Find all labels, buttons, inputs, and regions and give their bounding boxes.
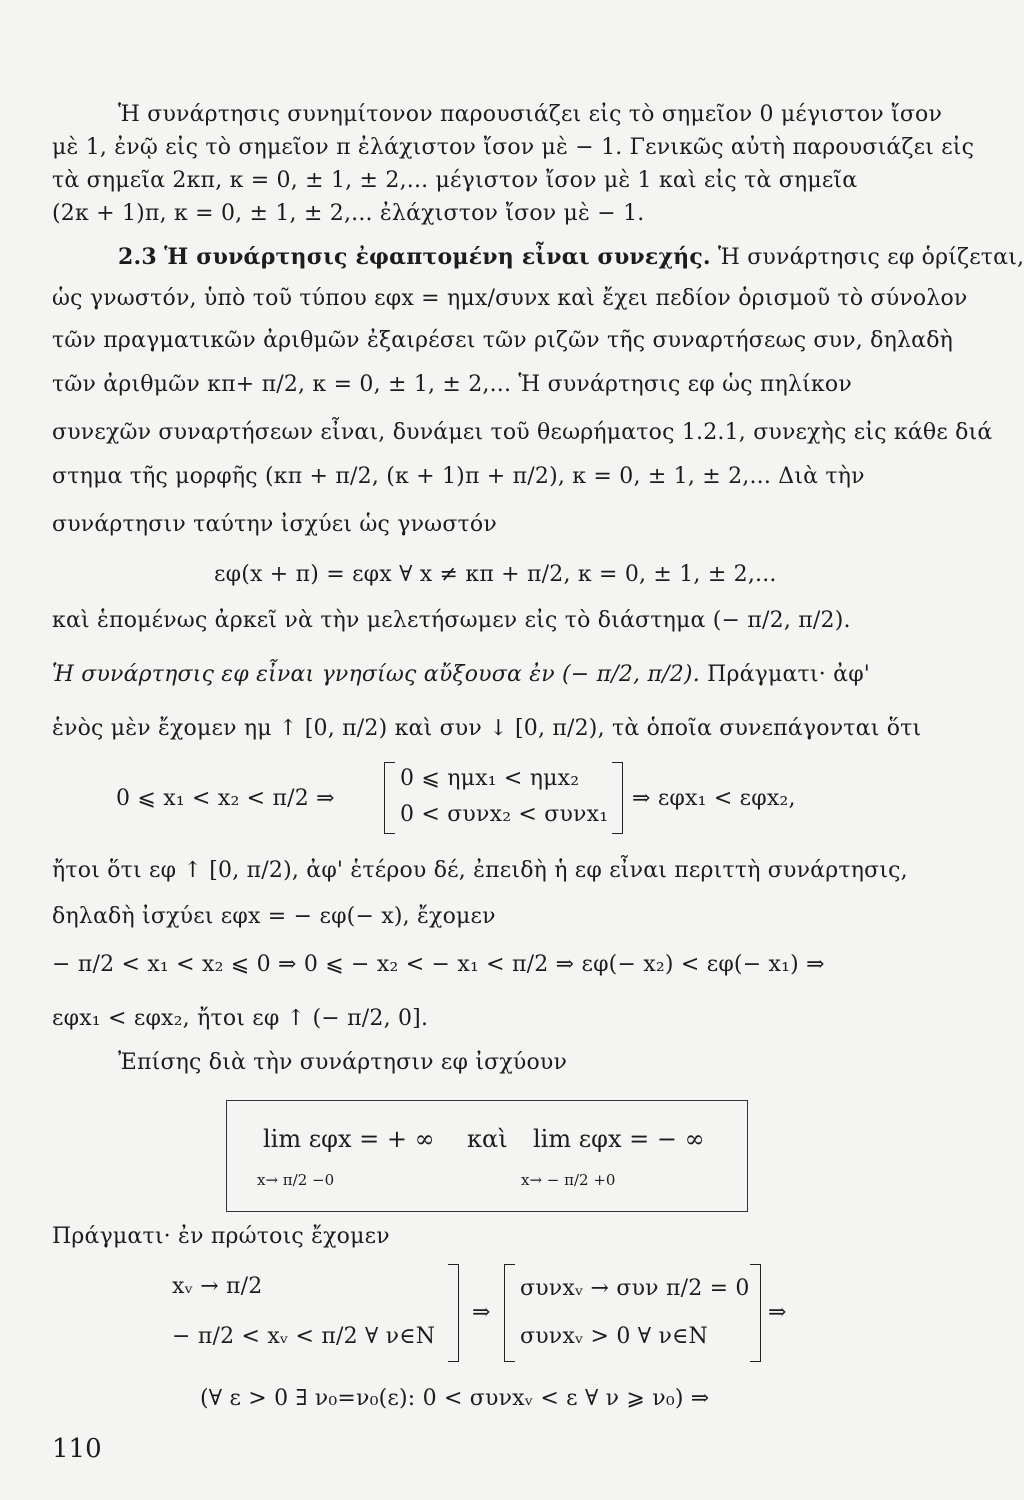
system-right-1: συνxᵥ → συν π/2 = 0 xyxy=(520,1276,750,1301)
limits-and: καὶ xyxy=(467,1125,508,1153)
left-bracket xyxy=(384,762,395,834)
system-right-brace xyxy=(448,1264,459,1362)
text-line: συνεχῶν συναρτήσεων εἶναι, δυνάμει τοῦ θεωρήματος 1.2.1, συνεχὴς εἰς κάθε διά xyxy=(52,420,993,445)
equation-final: (∀ ε > 0 ∃ ν₀=ν₀(ε): 0 < συνxᵥ < ε ∀ ν ⩾ ν₀) ⇒ xyxy=(200,1386,710,1411)
limit-minus-infinity: lim εφx = − ∞ xyxy=(533,1125,705,1153)
section-heading-line xyxy=(118,242,1024,273)
text-line: τῶν πραγματικῶν ἀριθμῶν ἐξαιρέσει τῶν ριζῶν τῆς συναρτήσεως συν, δηλαδὴ xyxy=(52,328,954,353)
text-line: δηλαδὴ ἰσχύει εφx = − εφ(− x), ἔχομεν xyxy=(52,904,496,929)
system-arrow: ⇒ xyxy=(472,1300,491,1325)
system-left-brace xyxy=(504,1264,515,1362)
equation-periodic: εφ(x + π) = εφx ∀ x ≠ κπ + π/2, κ = 0, ± 1, ± 2,... xyxy=(214,562,777,587)
text-line: Ἐπίσης διὰ τὴν συνάρτησιν εφ ἰσχύουν xyxy=(118,1050,568,1075)
limit-plus-infinity: lim εφx = + ∞ xyxy=(263,1125,435,1153)
text-line: ὡς γνωστόν, ὑπὸ τοῦ τύπου εφx = ημx/συνx καὶ ἔχει πεδίον ὁρισμοῦ τὸ σύνολον xyxy=(52,286,968,311)
limit-plus-subscript: x→ π/2 −0 xyxy=(257,1171,335,1189)
section-intro: Ἡ συνάρτησις εφ ὁρίζεται, xyxy=(710,245,1024,270)
text-line: ἑνὸς μὲν ἔχομεν ημ ↑ [0, π/2) καὶ συν ↓ [0, π/2), τὰ ὁποῖα συνεπάγονται ὅτι xyxy=(52,716,922,741)
italic-claim: Ἡ συνάρτησις εφ εἶναι γνησίως αὔξουσα ἐν (− π/2, π/2). xyxy=(52,662,700,687)
text-line: ἤτοι ὅτι εφ ↑ [0, π/2), ἀφ' ἑτέρου δέ, ἐπειδὴ ἡ εφ εἶναι περιττὴ συνάρτησις, xyxy=(52,858,908,883)
claim-line xyxy=(52,660,924,690)
equation-chain3: εφx₁ < εφx₂, ἤτοι εφ ↑ (− π/2, 0]. xyxy=(52,1006,429,1031)
chain1-right: ⇒ εφx₁ < εφx₂, xyxy=(632,786,796,811)
limit-minus-subscript: x→ − π/2 +0 xyxy=(521,1171,616,1189)
text-line: (2κ + 1)π, κ = 0, ± 1, ± 2,... ἐλάχιστον ἴσον μὲ − 1. xyxy=(52,201,645,226)
text-line: Πράγματι· ἐν πρώτοις ἔχομεν xyxy=(52,1224,390,1249)
chain1-top: 0 ⩽ ημx₁ < ημx₂ xyxy=(400,766,580,791)
text-line: συνάρτησιν ταύτην ἰσχύει ὡς γνωστόν xyxy=(52,512,497,537)
text-line: μὲ 1, ἐνῷ εἰς τὸ σημεῖον π ἐλάχιστον ἴσον μὲ − 1. Γενικῶς αὐτὴ παρουσιάζει εἰς xyxy=(52,135,975,160)
section-number: 2.3 xyxy=(118,244,157,270)
right-bracket xyxy=(612,762,623,834)
system-left-2: − π/2 < xᵥ < π/2 ∀ ν∈N xyxy=(172,1324,436,1349)
claim-continuation: Πράγματι· ἀφ' xyxy=(699,662,871,687)
section-title: Ἡ συνάρτησις ἐφαπτομένη εἶναι συνεχής. xyxy=(164,244,711,270)
page-number: 110 xyxy=(52,1434,102,1464)
equation-chain2: − π/2 < x₁ < x₂ ⩽ 0 ⇒ 0 ⩽ − x₂ < − x₁ < π/2 ⇒ εφ(− x₂) < εφ(− x₁) ⇒ xyxy=(52,952,825,977)
text-line: τὰ σημεῖα 2κπ, κ = 0, ± 1, ± 2,... μέγιστον ἴσον μὲ 1 καὶ εἰς τὰ σημεῖα xyxy=(52,168,858,193)
system-left-1: xᵥ → π/2 xyxy=(172,1274,263,1299)
system-arrow-2: ⇒ xyxy=(768,1300,787,1325)
limits-box xyxy=(226,1100,748,1212)
text-line: καὶ ἑπομένως ἀρκεῖ νὰ τὴν μελετήσωμεν εἰς τὸ διάστημα (− π/2, π/2). xyxy=(52,608,851,633)
text-line: τῶν ἀριθμῶν κπ+ π/2, κ = 0, ± 1, ± 2,... Ἡ συνάρτησις εφ ὡς πηλίκον xyxy=(52,372,852,397)
system-right-2: συνxᵥ > 0 ∀ ν∈N xyxy=(520,1324,708,1349)
text-line: Ἡ συνάρτησις συνημίτονον παρουσιάζει εἰς τὸ σημεῖον 0 μέγιστον ἴσον xyxy=(118,102,943,127)
chain1-bottom: 0 < συνx₂ < συνx₁ xyxy=(400,802,609,827)
chain1-left: 0 ⩽ x₁ < x₂ < π/2 ⇒ xyxy=(116,786,335,811)
system-closing-brace xyxy=(750,1264,761,1362)
text-line: στημα τῆς μορφῆς (κπ + π/2, (κ + 1)π + π/2), κ = 0, ± 1, ± 2,... Διὰ τὴν xyxy=(52,464,865,489)
